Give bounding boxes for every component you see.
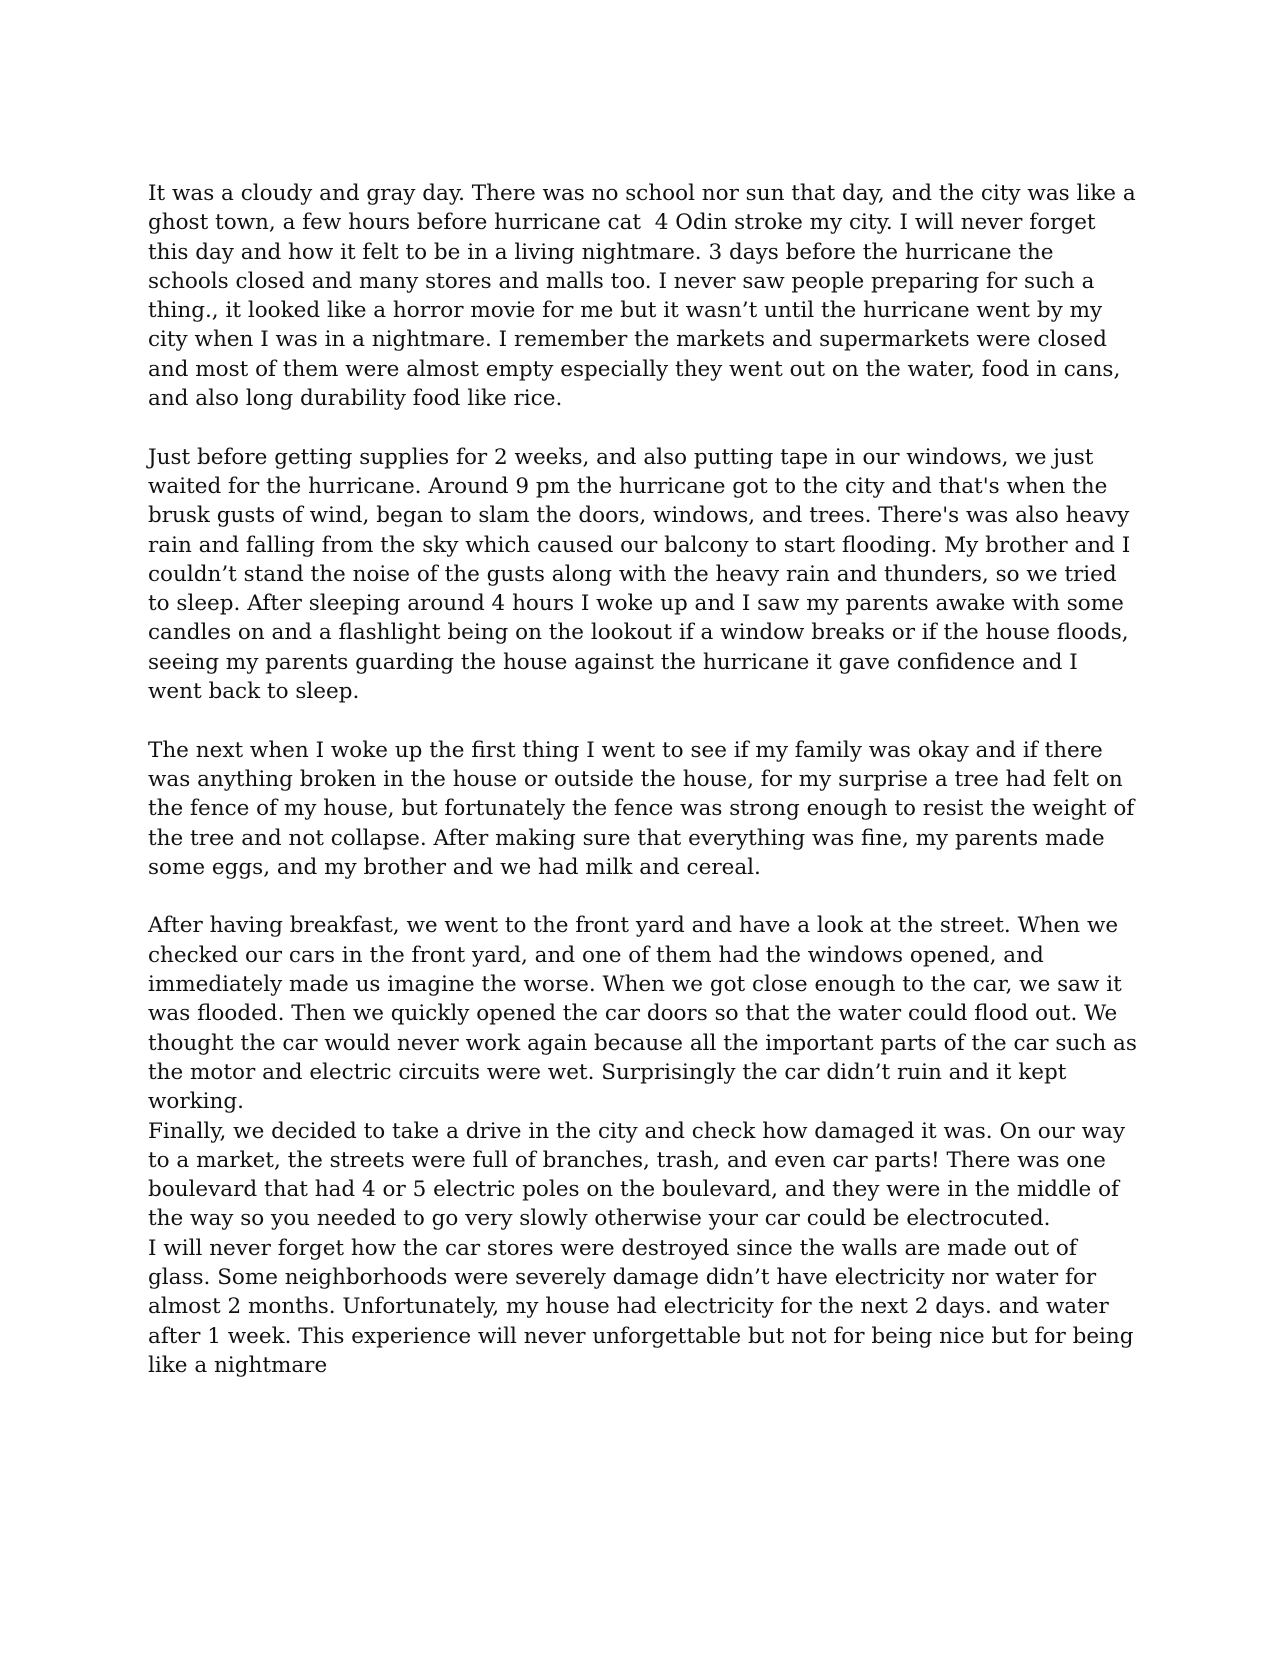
paragraph-1: It was a cloudy and gray day. There was no school nor sun that day, and the city was like a ghost town, a few hours before hurricane cat 4 Odin stroke my city. I will never forget this day and how it felt to be in a living nightmare. 3 days before the hurricane the schools closed and many stores and malls too. I never saw people preparing for such a thing., it looked like a horror movie for me but it wasn’t until the hurricane went by my city when I was in a nightmare. I remember the markets and supermarkets were closed and most of them were almost empty especially they went out on the water, food in cans, and also long durability food like rice. <box>148 181 1143 412</box>
paragraph-4: After having breakfast, we went to the front yard and have a look at the street. When we checked our cars in the front yard, and one of them had the windows opened, and immediately made us imagine the worse. When we got close enough to the car, we saw it was flooded. Then we quickly opened the car doors so that the water could flood out. We thought the car would never work again because all the important parts of the car such as the motor and electric circuits were wet. Surprisingly the car didn’t ruin and it kept working. <box>148 913 1144 1115</box>
paragraph-3: The next when I woke up the first thing I went to see if my family was okay and if there was anything broken in the house or outside the house, for my surprise a tree had felt on the fence of my house, but fortunately the fence was strong enough to resist the weight of the tree and not collapse. After making sure that everything was fine, my parents made some eggs, and my brother and we had milk and cereal. <box>148 737 1142 880</box>
paragraph-6: I will never forget how the car stores were destroyed since the walls are made out of glass. Some neighborhoods were severely damage didn’t have electricity nor water for almost 2 months. Unfortunately, my house had electricity for the next 2 days. and water after 1 week. This experience will never unforgettable but not for being nice but for being like a nightmare <box>148 1235 1141 1378</box>
document-body <box>148 179 1144 1380</box>
paragraph-2: Just before getting supplies for 2 weeks, and also putting tape in our windows, we just waited for the hurricane. Around 9 pm the hurricane got to the city and that's when the brusk gusts of wind, began to slam the doors, windows, and trees. There's was also heavy rain and falling from the sky which caused our balcony to start flooding. My brother and I couldn’t stand the noise of the gusts along with the heavy rain and thunders, so we tried to sleep. After sleeping around 4 hours I woke up and I saw my parents awake with some candles on and a flashlight being on the lookout if a window breaks or if the house floods, seeing my parents guarding the house against the hurricane it gave confidence and I went back to sleep. <box>148 444 1138 705</box>
paragraph-5: Finally, we decided to take a drive in the city and check how damaged it was. On our way to a market, the streets were full of branches, trash, and even car parts! There was one boulevard that had 4 or 5 electric poles on the boulevard, and they were in the middle of the way so you needed to go very slowly otherwise your car could be electrocuted. <box>148 1118 1132 1232</box>
